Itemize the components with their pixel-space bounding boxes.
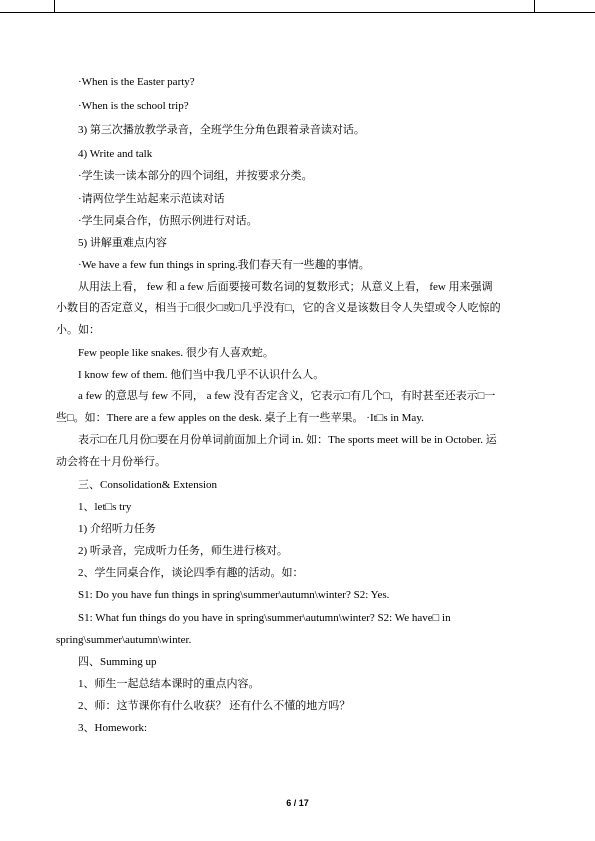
text-line: 3、Homework: bbox=[78, 722, 148, 734]
text-line: 1) 介绍听力任务 bbox=[78, 523, 156, 535]
text-line: 2、学生同桌合作，谈论四季有趣的活动。如： bbox=[78, 567, 304, 579]
text-line: ·When is the school trip? bbox=[78, 100, 189, 112]
text-line: 2、师：这节课你有什么收获？ 还有什么不懂的地方吗？ bbox=[78, 700, 351, 712]
text-line: 1、let□s try bbox=[78, 501, 132, 513]
text-line: ·When is the Easter party? bbox=[78, 76, 195, 88]
text-line: a few 的意思与 few 不同， a few 没有否定含义，它表示□有几个□，有时甚至还表示□一 bbox=[78, 390, 496, 402]
section-heading: 四、Summing up bbox=[78, 656, 157, 668]
header-corner-mark-left bbox=[54, 0, 55, 12]
header-corner-mark-right bbox=[534, 0, 535, 12]
text-line: 3) 第三次播放教学录音，全班学生分角色跟着录音读对话。 bbox=[78, 124, 365, 136]
text-line: I know few of them. 他们当中我几乎不认识什么人。 bbox=[78, 369, 325, 381]
section-heading: 三、Consolidation& Extension bbox=[78, 479, 218, 491]
text-line: 5) 讲解重难点内容 bbox=[78, 237, 167, 249]
text-line: ·We have a few fun things in spring.我们春天有一些趣的事情。 bbox=[78, 259, 370, 271]
text-line: ·学生读一读本部分的四个词组，并按要求分类。 bbox=[78, 170, 313, 182]
text-line: ·学生同桌合作，仿照示例进行对话。 bbox=[78, 215, 258, 227]
text-line: Few people like snakes. 很少有人喜欢蛇。 bbox=[78, 347, 274, 359]
text-line: S1: What fun things do you have in spring\summer\autumn\winter? S2: We have□ in bbox=[78, 612, 451, 624]
text-line: 4) Write and talk bbox=[78, 148, 153, 160]
text-line: 1、师生一起总结本课时的重点内容。 bbox=[78, 678, 260, 690]
text-line: 从用法上看， few 和 a few 后面要接可数名词的复数形式；从意义上看， few 用来强调 bbox=[78, 281, 493, 293]
text-line: S1: Do you have fun things in spring\summer\autumn\winter? S2: Yes. bbox=[78, 589, 390, 601]
text-line: 些□。如：There are a few apples on the desk. 桌子上有一些苹果。 ·It□s in May. bbox=[56, 412, 424, 424]
text-line: spring\summer\autumn\winter. bbox=[56, 634, 192, 646]
text-line: 动会将在十月份举行。 bbox=[56, 456, 166, 468]
text-line: 2) 听录音，完成听力任务，师生进行核对。 bbox=[78, 545, 288, 557]
text-line: 表示□在几月份□要在月份单词前面加上介词 in. 如：The sports meet will be in October. 运 bbox=[78, 434, 497, 446]
text-line: ·请两位学生站起来示范读对话 bbox=[78, 193, 225, 205]
page-number: 6 / 17 bbox=[286, 798, 309, 808]
text-line: 小数目的否定意义，相当于□很少□或□几乎没有□，它的含义是该数目令人失望或令人吃惊的 bbox=[56, 302, 501, 314]
text-line: 小。如： bbox=[56, 324, 100, 336]
header-rule bbox=[0, 12, 595, 13]
